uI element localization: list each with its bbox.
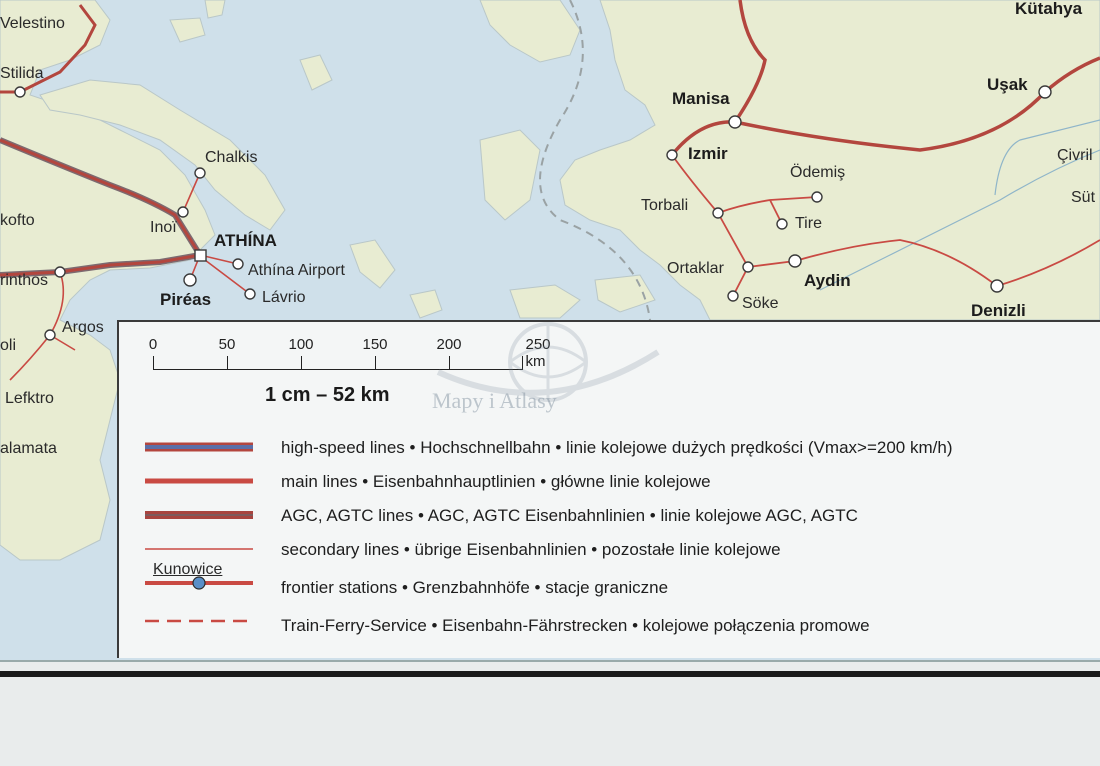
place-label: Kütahya (1015, 0, 1083, 18)
station-lavrio (245, 289, 255, 299)
station-inoi (178, 207, 188, 217)
place-label: Izmir (688, 144, 728, 163)
place-label: Piréas (160, 290, 212, 309)
place-label: Süt (1071, 189, 1096, 206)
station-soke (728, 291, 738, 301)
watermark-globe-logo (418, 312, 678, 432)
place-label: Aydin (804, 271, 851, 290)
legend-text: frontier stations • Grenzbahnhöfe • stacje graniczne (281, 578, 669, 597)
legend-text: high-speed lines • Hochschnellbahn • linie kolejowe dużych prędkości (Vmax>=200 km/h) (281, 438, 953, 457)
station-ortaklar (743, 262, 753, 272)
place-label: ATHÍNA (214, 231, 277, 250)
scale-ratio: 1 cm – 52 km (265, 384, 390, 406)
station-athina (195, 250, 206, 261)
place-label: Chalkis (205, 149, 258, 166)
secondary-line-symbol (143, 536, 255, 562)
station-korinthos (55, 267, 65, 277)
place-label: Çivril (1057, 147, 1093, 164)
place-label: Denizli (971, 301, 1026, 320)
station-aydin (789, 255, 801, 267)
main-line-symbol (143, 468, 255, 494)
place-label: Athína Airport (248, 262, 345, 279)
place-label: Lefktro (5, 390, 54, 407)
place-label: Torbali (641, 197, 689, 214)
legend-row-main (143, 468, 255, 494)
place-label: Inoï (150, 219, 177, 236)
place-label: Argos (62, 319, 104, 336)
station-torbali (713, 208, 723, 218)
legend-row-ferry (143, 608, 255, 634)
legend-text: Train-Ferry-Service • Eisenbahn-Fährstrecken • kolejowe połączenia promowe (281, 616, 870, 635)
place-label: Stilida (0, 65, 44, 82)
place-label: Manisa (672, 89, 730, 108)
legend-text: main lines • Eisenbahnhauptlinien • główne linie kolejowe (281, 472, 711, 491)
place-label: Uşak (987, 75, 1028, 94)
island (205, 0, 225, 18)
scale-tick-label: 0 (148, 336, 158, 353)
station-pireas (184, 274, 196, 286)
station-stilida (15, 87, 25, 97)
station-denizli (991, 280, 1003, 292)
place-label: alamata (0, 440, 57, 457)
place-label: oli (0, 337, 17, 354)
place-label: rinthos (0, 272, 49, 289)
high-speed-line-symbol (143, 434, 255, 460)
legend-row-secondary (143, 536, 255, 562)
scale-tick-label: 250 km (525, 336, 551, 370)
station-izmir (667, 150, 677, 160)
station-manisa (729, 116, 741, 128)
place-label: Söke (742, 295, 779, 312)
place-label: Tire (795, 215, 822, 232)
frame-border (0, 671, 1100, 677)
station-tire (777, 219, 787, 229)
station-athina-airport (233, 259, 243, 269)
legend-text: secondary lines • übrige Eisenbahnlinien • pozostałe linie kolejowe (281, 540, 781, 559)
scale-tick-label: 50 (218, 336, 236, 353)
watermark-text: Mapy i Atlasy (432, 388, 557, 413)
scale-tick (375, 356, 376, 370)
ferry-line-symbol (143, 608, 255, 634)
frontier-example-label: Kunowice (153, 561, 223, 578)
scale-tick (301, 356, 302, 370)
agc-line-symbol (143, 502, 255, 528)
station-argos (45, 330, 55, 340)
place-label: Velestino (0, 15, 65, 32)
scale-tick (227, 356, 228, 370)
station-usak (1039, 86, 1051, 98)
scale-tick-label: 200 (436, 336, 462, 353)
place-label: Lávrio (262, 289, 306, 306)
place-label: Ortaklar (667, 260, 724, 277)
legend-row-agc (143, 502, 255, 528)
scale-tick-label: 100 (288, 336, 314, 353)
scale-tick-label: 150 (362, 336, 388, 353)
legend-text: AGC, AGTC lines • AGC, AGTC Eisenbahnlinien • linie kolejowe AGC, AGTC (281, 506, 858, 525)
station-odemis (812, 192, 822, 202)
place-label: Ödemiş (790, 164, 846, 181)
place-label: kofto (0, 212, 35, 229)
station-chalkis (195, 168, 205, 178)
legend-row-high-speed (143, 434, 255, 460)
frame-line (0, 660, 1100, 662)
scale-tick (153, 356, 154, 370)
